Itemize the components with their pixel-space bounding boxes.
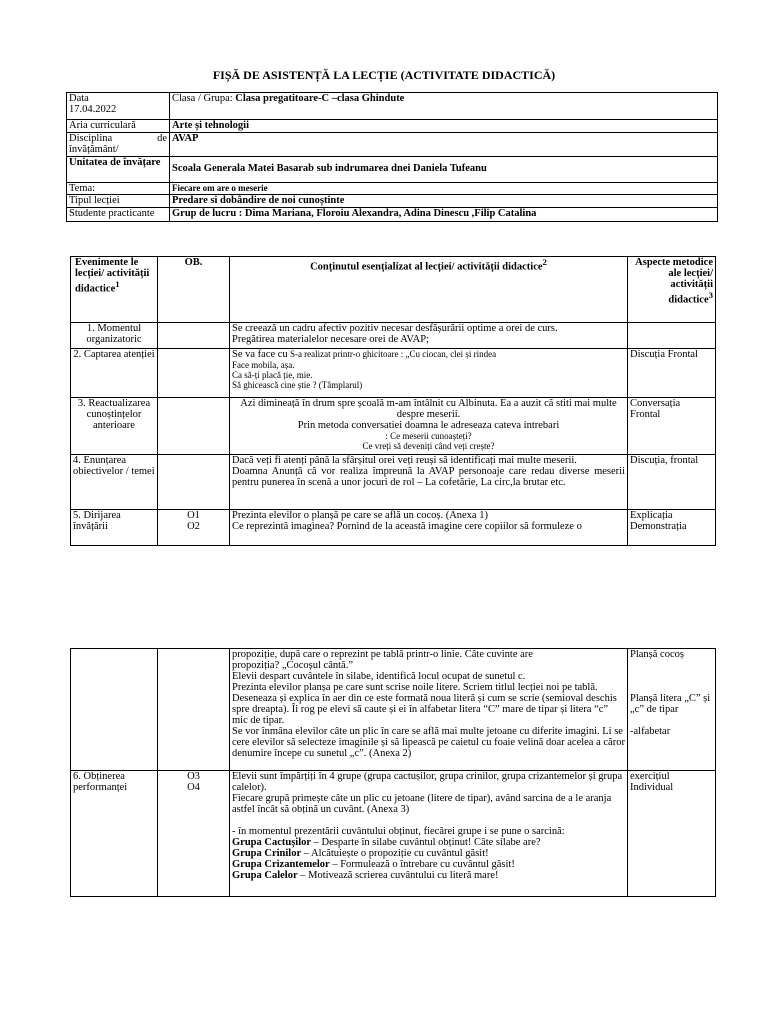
date-cell: Data 17.04.2022 <box>67 93 170 120</box>
ob-cell <box>158 349 230 398</box>
lesson-type-label: Tipul lecției <box>67 195 170 208</box>
unit-value: Scoala Generala Matei Basarab sub indrumarea dnei Daniela Tufeanu <box>170 157 718 183</box>
content-cell: propoziție, după care o reprezint pe tablă printr-o linie. Câte cuvinte are propoziția? „Cocoșul cântă.” Elevii despart cuvântele în silabe, identifică locul ocupat de sunetul c. Prezinta elevilor planșa pe care sunt scrise noile litere. Scriem titlul lecției noi pe tablă. Deseneaza și explica în aer din ce este formată noua literă și cum se scrie (semioval deschis spre dreapta). Îi rog pe elevi să caute și ei în alfabetar litera “C” mare de tipar și litera “c” mic de tipar. Se vor înmâna elevilor câte un plic în care se află mai multe jetoane cu diferite imagini. Li se cere elevilor să selecteze imaginile și să lipească pe caietul cu foaie velină doar acelea a căror denumire începe cu sunetul „c”. (Anexa 2) <box>230 649 628 771</box>
aspects-cell: Discuția Frontal <box>628 349 716 398</box>
table-row <box>71 398 716 455</box>
students-label: Studente practicante <box>67 208 170 222</box>
lesson-events-table <box>70 256 716 546</box>
event-cell: 3. Reactualizarea cunoștințelor anterioare <box>71 398 158 455</box>
unit-label: Unitatea de învățare <box>67 157 170 183</box>
lesson-type-value: Predare si dobândire de noi cunoștinte <box>170 195 718 208</box>
ob-cell <box>158 398 230 455</box>
lesson-continuation-table <box>70 648 716 897</box>
header-content: Conținutul esențializat al lecției/ activității didactice$^2$ <box>230 257 628 323</box>
ob-cell <box>158 455 230 510</box>
table-row <box>71 510 716 546</box>
ob-cell: O1 O2 <box>158 510 230 546</box>
discipline-value: AVAP <box>170 133 718 157</box>
aspects-cell: exercițiul Individual <box>628 771 716 897</box>
event-cell: 5. Dirijarea învățării <box>71 510 158 546</box>
aspects-cell <box>628 323 716 349</box>
aspects-cell: Conversația Frontal <box>628 398 716 455</box>
students-value: Grup de lucru : Dima Mariana, Floroiu Alexandra, Adina Dinescu ,Filip Catalina <box>170 208 718 222</box>
group-task: Grupa Cactușilor – Desparte în silabe cuvântul obținut! Câte silabe are? <box>232 837 541 848</box>
table-row <box>71 455 716 510</box>
header-ob: OB. <box>158 257 230 323</box>
discipline-label: Disciplina de învățământ/ <box>67 133 170 157</box>
group-task: Grupa Crinilor – Alcătuiește o propoziție cu cuvântul găsit! <box>232 848 489 859</box>
ob-cell <box>158 649 230 771</box>
area-label: Aria curriculară <box>67 120 170 133</box>
table-row <box>71 649 716 771</box>
event-cell: 4. Enunțarea obiectivelor / temei <box>71 455 158 510</box>
event-cell: 6. Obținerea performanței <box>71 771 158 897</box>
header-aspects: Aspecte metodice ale lecției/ activității didactice$^3$ <box>628 257 716 323</box>
event-cell <box>71 649 158 771</box>
lesson-info-table <box>66 92 718 222</box>
event-cell: 1. Momentul organizatoric <box>71 323 158 349</box>
table-row <box>71 349 716 398</box>
area-value: Arte și tehnologii <box>170 120 718 133</box>
content-cell: Elevii sunt împărțiți în 4 grupe (grupa cactușilor, grupa crinilor, grupa crizantemelor și grupa calelor). Fiecare grupă primește câte un plic cu jetoane (litere de tipar), având sarcina de a le aranja astfel încât să obțină un cuvânt. (Anexa 3) - în momentul prezentării cuvântului obținut, fiecărei grupe i se pune o sarcină: Grupa Cactușilor – Desparte în silabe cuvântul obținut! Câte silabe are? Grupa Crinilor – Alcătuiește o propoziție cu cuvântul găsit! Grupa Crizantemelor – Formulează o întrebare cu cuvântul găsit! Grupa Calelor – Motivează scrierea cuvântului cu literă mare! <box>230 771 628 897</box>
group-task: Grupa Crizantemelor – Formulează o întrebare cu cuvântul găsit! <box>232 859 515 870</box>
content-cell: Se creează un cadru afectiv pozitiv necesar desfășurării optime a orei de curs. Pregătirea materialelor necesare orei de AVAP; <box>230 323 628 349</box>
header-events: Evenimente le lecției/ activității didactice$^1$ <box>71 257 158 323</box>
table-row <box>71 323 716 349</box>
ob-cell: O3 O4 <box>158 771 230 897</box>
aspects-cell: Discuția, frontal <box>628 455 716 510</box>
content-cell: Se va face cu S-a realizat printr-o ghicitoare : „Cu ciocan, clei și rindea Face mobila, așa. Ca să-ți placă ție, mie. Să ghicească cine știe ? (Tâmplarul) <box>230 349 628 398</box>
aspects-cell: Planșă cocoș Planșă litera „C” și „c” de tipar -alfabetar <box>628 649 716 771</box>
document-title: FIȘĂ DE ASISTENȚĂ LA LECȚIE (ACTIVITATE DIDACTICĂ) <box>212 68 556 82</box>
group-task: Grupa Calelor – Motivează scrierea cuvântului cu literă mare! <box>232 870 499 881</box>
event-cell: 2. Captarea atenției <box>71 349 158 398</box>
content-cell: Azi dimineață în drum spre școală m-am întâlnit cu Albinuta. Ea a auzit că stiti mai multe despre meserii. Prin metoda conversatiei doamna le adreseaza cateva intrebari : Ce meserii cunoașteți? Ce vreți să deveniți când veți crește? <box>230 398 628 455</box>
table-row <box>71 771 716 897</box>
ob-cell <box>158 323 230 349</box>
class-cell: Clasa / Grupa: Clasa pregatitoare-C –clasa Ghindute <box>170 93 718 120</box>
theme-value: Fiecare om are o meserie <box>170 183 718 195</box>
content-cell: Prezinta elevilor o planșă pe care se află un cocoș. (Anexa 1) Ce reprezintă imaginea? Pornind de la această imagine cere copiilor să formuleze o <box>230 510 628 546</box>
content-cell: Dacă veți fi atenți până la sfârșitul orei veți reuși să identificați mai multe meserii. Doamna Anunță că vor realiza împreună la AVAP personoaje care redau diverse meserii pentru punerea în scenă a unor jocuri de rol – La cofetărie, La circ,la brutar etc. <box>230 455 628 510</box>
aspects-cell: Explicația Demonstrația <box>628 510 716 546</box>
theme-label: Tema: <box>67 183 170 195</box>
